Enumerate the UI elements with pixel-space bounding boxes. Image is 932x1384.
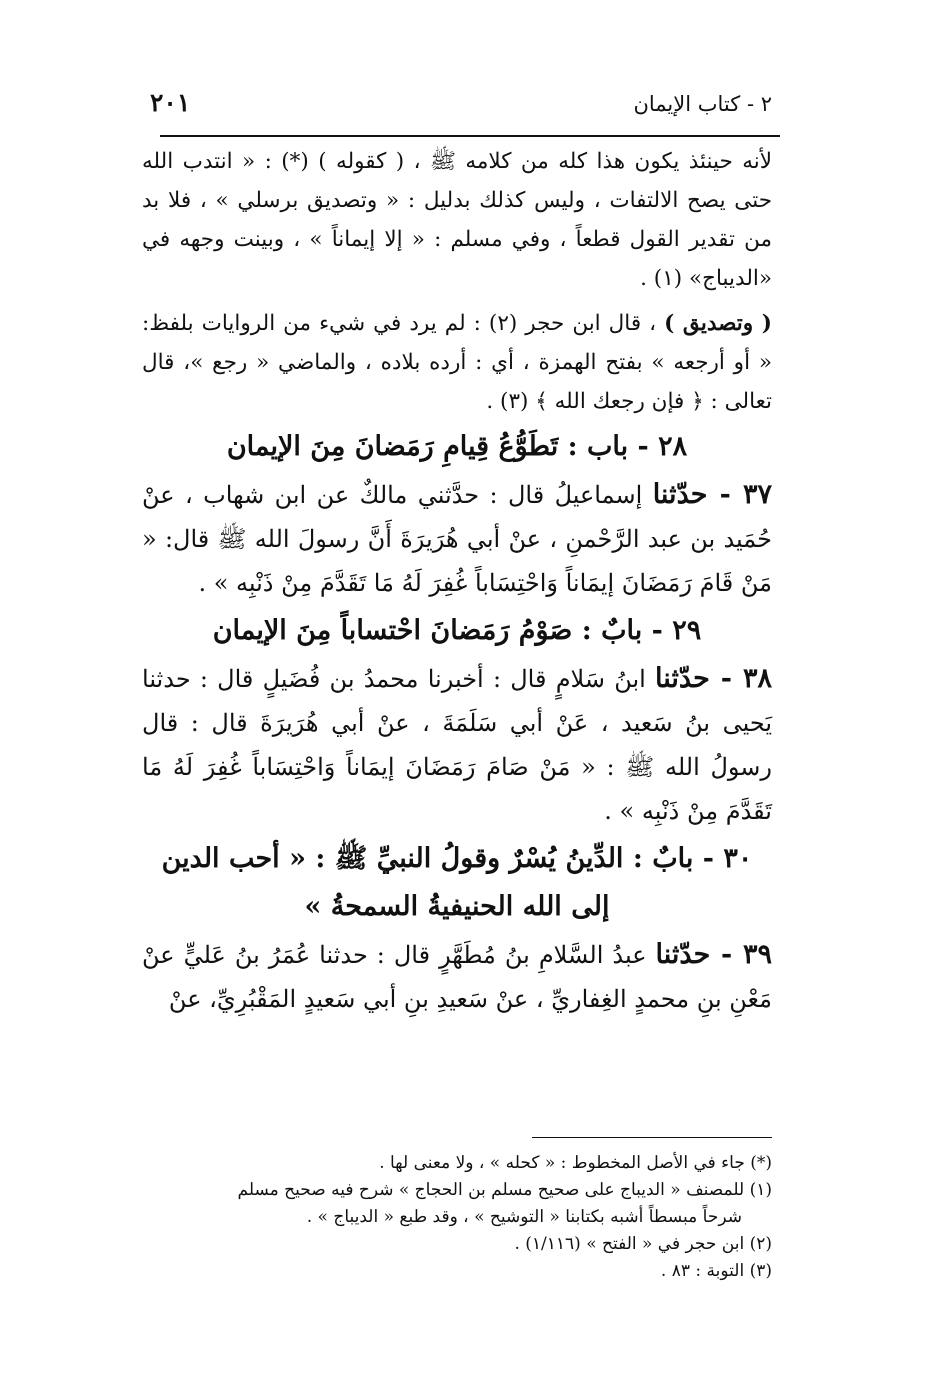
- hadith-37-number: ٣٧ - حدّثنا: [652, 479, 772, 510]
- paragraph-1: لأنه حينئذ يكون هذا كله من كلامه ﷺ ، ( كقوله ) (*) : « انتدب الله حتى يصح الالتفات ، وليس كذلك بدليل : « وتصديق برسلي » ، فلا بد من تقدير القول قطعاً ، وفي مسلم : « إلا إيماناً » ، وبينت وجهه في «الديباج» (١) .: [142, 149, 772, 291]
- chapter-heading-28: ٢٨ - باب : تَطَوُّعُ قِيامِ رَمَضانَ مِنَ الإيمان: [226, 431, 688, 462]
- main-text: [142, 142, 772, 1021]
- hadith-38: [142, 657, 772, 833]
- header-divider: [160, 135, 780, 137]
- footnote-divider: [532, 1137, 772, 1138]
- paragraph-2-text: ، قال ابن حجر (٢) : لم يرد في شيء من الروايات بلفظ: « أو أرجعه » بفتح الهمزة ، أي : أرده بلاده ، والماضي « رجع »، قال تعالى : ﴿ فإن رجعك الله ﴾ (٣) .: [142, 311, 772, 414]
- footnote-1-continued: شرحاً مبسطاً أشبه بكتابنا « التوشيح » ، وقد طبع « الديباج » .: [306, 1207, 742, 1227]
- paragraph-2: [142, 304, 772, 421]
- paragraph-2-lead: ( وتصديق ): [664, 311, 772, 336]
- footnote-star: (*) جاء في الأصل المخطوط : « كحله » ، ولا معنى لها .: [379, 1153, 772, 1173]
- chapter-heading-30: ٣٠ - بابٌ : الدِّينُ يُسْرٌ وقولُ النبيِّ ﷺ : « أحب الدين إلى الله الحنيفيةُ السمحةُ »: [161, 843, 753, 922]
- footnote-2: (٢) ابن حجر في « الفتح » (١/١١٦) .: [514, 1234, 772, 1254]
- page-number: ٢٠١: [150, 88, 191, 117]
- hadith-38-text: ابنُ سَلامٍ قال : أخبرنا محمدُ بن فُضَيلٍ قال : حدثنا يَحيى بنُ سَعيد ، عَنْ أبي سَلَمَةَ ، عنْ أبي هُرَيرَةَ قال : قال رسولُ الله ﷺ : « مَنْ صَامَ رَمَضَانَ إيمَاناً وَاحْتِسَاباً غُفِرَ لَهُ مَا تَقَدَّمَ مِنْ ذَنْبِه » .: [142, 665, 772, 825]
- hadith-38-number: ٣٨ - حدّثنا: [655, 663, 772, 694]
- chapter-heading-29: ٢٩ - بابٌ : صَوْمُ رَمَضانَ احْتساباً مِنَ الإيمان: [212, 615, 702, 646]
- hadith-39-number: ٣٩ - حدّثنا: [655, 939, 772, 970]
- footnote-3: (٣) التوبة : ٨٣ .: [660, 1261, 772, 1281]
- hadith-37-text: إسماعيلُ قال : حدَّثني مالكٌ عن ابن شهاب ، عنْ حُمَيد بن عبد الرَّحْمنِ ، عنْ أبي هُرَيرَةَ أَنَّ رسولَ الله ﷺ قال: « مَنْ قَامَ رَمَضَانَ إيمَاناً وَاحْتِسَاباً غُفِرَ لَهُ مَا تَقَدَّمَ مِنْ ذَنْبِه » .: [142, 481, 772, 597]
- footnotes: [142, 1150, 772, 1285]
- hadith-37: [142, 473, 772, 605]
- running-header-title: ٢ - كتاب الإيمان: [633, 92, 772, 116]
- hadith-39: [142, 933, 772, 1021]
- footnote-1: (١) للمصنف « الديباج على صحيح مسلم بن الحجاج » شرح فيه صحيح مسلم: [237, 1180, 772, 1200]
- hadith-39-text: عبدُ السَّلامِ بنُ مُطَهَّرٍ قال : حدثنا عُمَرُ بنُ عَليٍّ عنْ مَعْنِ بنِ محمدٍ الغِفاريِّ ، عنْ سَعيدِ بنِ أبي سَعيدٍ المَقْبُرِيِّ، عنْ: [142, 941, 772, 1013]
